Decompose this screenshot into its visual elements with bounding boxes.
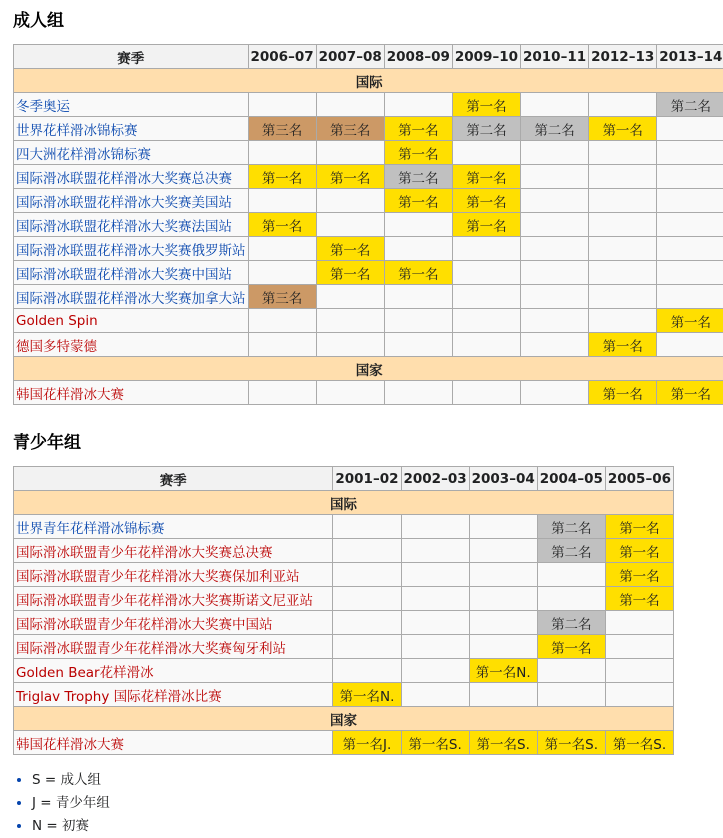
result-empty bbox=[469, 587, 537, 611]
result-gold: 第一名S. bbox=[469, 731, 537, 755]
result-empty bbox=[657, 213, 723, 237]
result-gold: 第一名 bbox=[452, 165, 520, 189]
result-empty bbox=[248, 237, 316, 261]
table-row bbox=[14, 515, 674, 539]
legend-text: S = 成人组 bbox=[32, 772, 101, 788]
result-empty bbox=[384, 285, 452, 309]
result-empty bbox=[589, 141, 657, 165]
result-empty bbox=[657, 285, 723, 309]
result-empty bbox=[452, 261, 520, 285]
result-empty bbox=[401, 611, 469, 635]
table-row bbox=[14, 213, 723, 237]
result-empty bbox=[657, 165, 723, 189]
season-2005–06: 2005–06 bbox=[605, 467, 673, 491]
result-empty bbox=[605, 683, 673, 707]
result-empty bbox=[384, 309, 452, 333]
table-row bbox=[14, 731, 674, 755]
result-empty bbox=[521, 165, 589, 189]
result-gold: 第一名 bbox=[589, 381, 657, 405]
result-gold: 第一名 bbox=[248, 213, 316, 237]
result-gold: 第一名 bbox=[384, 117, 452, 141]
junior-table-head bbox=[14, 467, 674, 491]
result-silver: 第二名 bbox=[537, 539, 605, 563]
result-empty bbox=[589, 213, 657, 237]
result-empty bbox=[657, 141, 723, 165]
result-empty bbox=[401, 587, 469, 611]
result-empty bbox=[589, 261, 657, 285]
table-row bbox=[14, 237, 723, 261]
season-2009–10: 2009–10 bbox=[452, 45, 520, 69]
result-empty bbox=[657, 333, 723, 357]
result-empty bbox=[316, 333, 384, 357]
result-empty bbox=[316, 285, 384, 309]
result-empty bbox=[469, 635, 537, 659]
result-empty bbox=[521, 213, 589, 237]
result-gold: 第一名 bbox=[316, 237, 384, 261]
event-link[interactable]: Triglav Trophy 国际花样滑冰比赛 bbox=[14, 683, 333, 707]
result-empty bbox=[333, 587, 401, 611]
table-row bbox=[14, 635, 674, 659]
event-link[interactable]: 国际滑冰联盟青少年花样滑冰大奖赛匈牙利站 bbox=[14, 635, 333, 659]
result-empty bbox=[316, 141, 384, 165]
result-empty bbox=[333, 659, 401, 683]
result-gold: 第一名N. bbox=[333, 683, 401, 707]
result-empty bbox=[537, 659, 605, 683]
season-2003–04: 2003–04 bbox=[469, 467, 537, 491]
result-empty bbox=[521, 141, 589, 165]
result-gold: 第一名 bbox=[316, 261, 384, 285]
section-international-label: 国际 bbox=[14, 69, 723, 93]
event-link[interactable]: 国际滑冰联盟花样滑冰大奖赛美国站 bbox=[14, 189, 249, 213]
result-gold: 第一名S. bbox=[605, 731, 673, 755]
result-empty bbox=[537, 563, 605, 587]
result-gold: 第一名 bbox=[384, 261, 452, 285]
result-gold: 第一名 bbox=[316, 165, 384, 189]
table-row bbox=[14, 611, 674, 635]
event-link[interactable]: 韩国花样滑冰大赛 bbox=[14, 381, 249, 405]
result-empty bbox=[316, 189, 384, 213]
event-link[interactable]: 冬季奥运 bbox=[14, 93, 249, 117]
result-gold: 第一名 bbox=[605, 587, 673, 611]
result-gold: 第一名J. bbox=[333, 731, 401, 755]
result-empty bbox=[316, 93, 384, 117]
table-row bbox=[14, 141, 723, 165]
result-silver: 第二名 bbox=[537, 611, 605, 635]
result-empty bbox=[452, 381, 520, 405]
result-empty bbox=[401, 563, 469, 587]
result-empty bbox=[589, 189, 657, 213]
table-row bbox=[14, 381, 723, 405]
table-row bbox=[14, 117, 723, 141]
result-empty bbox=[589, 309, 657, 333]
legend-list bbox=[16, 769, 110, 838]
result-empty bbox=[316, 381, 384, 405]
result-empty bbox=[589, 93, 657, 117]
result-gold: 第一名 bbox=[384, 189, 452, 213]
result-empty bbox=[521, 309, 589, 333]
season-2008–09: 2008–09 bbox=[384, 45, 452, 69]
result-empty bbox=[521, 189, 589, 213]
event-link[interactable]: Golden Bear花样滑冰 bbox=[14, 659, 333, 683]
result-empty bbox=[401, 683, 469, 707]
event-link[interactable]: 国际滑冰联盟花样滑冰大奖赛俄罗斯站 bbox=[14, 237, 249, 261]
result-bronze: 第三名 bbox=[248, 285, 316, 309]
table-row bbox=[14, 189, 723, 213]
result-empty bbox=[452, 285, 520, 309]
result-empty bbox=[248, 141, 316, 165]
section-national-label: 国家 bbox=[14, 707, 674, 731]
season-header: 赛季 bbox=[14, 467, 333, 491]
table-row bbox=[14, 659, 674, 683]
result-empty bbox=[589, 285, 657, 309]
result-empty bbox=[657, 237, 723, 261]
result-gold: 第一名 bbox=[605, 539, 673, 563]
legend-item bbox=[32, 792, 110, 815]
result-gold: 第一名 bbox=[657, 381, 723, 405]
result-gold: 第一名 bbox=[537, 635, 605, 659]
result-empty bbox=[316, 213, 384, 237]
legend-item bbox=[32, 769, 110, 792]
result-gold: 第一名 bbox=[248, 165, 316, 189]
season-2001–02: 2001–02 bbox=[333, 467, 401, 491]
legend-text: N = 初赛 bbox=[32, 818, 89, 834]
result-empty bbox=[521, 285, 589, 309]
result-empty bbox=[657, 117, 723, 141]
result-silver: 第二名 bbox=[537, 515, 605, 539]
result-empty bbox=[452, 309, 520, 333]
junior-heading: 青少年组 bbox=[13, 428, 81, 453]
result-gold: 第一名S. bbox=[537, 731, 605, 755]
section-national bbox=[14, 707, 674, 731]
table-row bbox=[14, 683, 674, 707]
event-link[interactable]: 国际滑冰联盟青少年花样滑冰大奖赛总决赛 bbox=[14, 539, 333, 563]
result-gold: 第一名 bbox=[605, 563, 673, 587]
table-row bbox=[14, 165, 723, 189]
event-link[interactable]: 国际滑冰联盟花样滑冰大奖赛法国站 bbox=[14, 213, 249, 237]
table-row bbox=[14, 261, 723, 285]
legend-item bbox=[32, 815, 110, 838]
result-empty bbox=[469, 539, 537, 563]
result-bronze: 第三名 bbox=[248, 117, 316, 141]
table-row bbox=[14, 309, 723, 333]
result-empty bbox=[469, 563, 537, 587]
result-empty bbox=[469, 515, 537, 539]
result-empty bbox=[521, 237, 589, 261]
event-link[interactable]: 国际滑冰联盟花样滑冰大奖赛总决赛 bbox=[14, 165, 249, 189]
result-gold: 第一名 bbox=[452, 189, 520, 213]
result-empty bbox=[384, 93, 452, 117]
junior-table-body bbox=[14, 491, 674, 755]
event-link[interactable]: 世界花样滑冰锦标赛 bbox=[14, 117, 249, 141]
result-silver: 第二名 bbox=[657, 93, 723, 117]
result-empty bbox=[537, 587, 605, 611]
result-empty bbox=[521, 381, 589, 405]
section-international bbox=[14, 69, 723, 93]
table-row bbox=[14, 93, 723, 117]
result-empty bbox=[657, 189, 723, 213]
event-link[interactable]: 国际滑冰联盟花样滑冰大奖赛加拿大站 bbox=[14, 285, 249, 309]
result-empty bbox=[469, 611, 537, 635]
result-empty bbox=[333, 611, 401, 635]
result-empty bbox=[537, 683, 605, 707]
result-empty bbox=[333, 539, 401, 563]
season-2002–03: 2002–03 bbox=[401, 467, 469, 491]
season-2006–07: 2006–07 bbox=[248, 45, 316, 69]
result-empty bbox=[657, 261, 723, 285]
result-empty bbox=[248, 381, 316, 405]
result-empty bbox=[384, 237, 452, 261]
season-2010–11: 2010–11 bbox=[521, 45, 589, 69]
result-empty bbox=[248, 93, 316, 117]
result-silver: 第二名 bbox=[521, 117, 589, 141]
season-2012–13: 2012–13 bbox=[589, 45, 657, 69]
table-row bbox=[14, 333, 723, 357]
section-national-label: 国家 bbox=[14, 357, 723, 381]
result-empty bbox=[605, 611, 673, 635]
junior-results-table bbox=[13, 466, 674, 755]
result-gold: 第一名 bbox=[657, 309, 723, 333]
event-link[interactable]: Golden Spin bbox=[14, 309, 249, 333]
season-2013–14: 2013–14 bbox=[657, 45, 723, 69]
result-empty bbox=[248, 309, 316, 333]
result-empty bbox=[521, 333, 589, 357]
table-row bbox=[14, 563, 674, 587]
senior-results-table bbox=[13, 44, 723, 405]
season-header: 赛季 bbox=[14, 45, 249, 69]
table-row bbox=[14, 285, 723, 309]
result-empty bbox=[452, 141, 520, 165]
season-2004–05: 2004–05 bbox=[537, 467, 605, 491]
result-empty bbox=[605, 659, 673, 683]
section-national bbox=[14, 357, 723, 381]
section-international bbox=[14, 491, 674, 515]
event-link[interactable]: 国际滑冰联盟青少年花样滑冰大奖赛保加利亚站 bbox=[14, 563, 333, 587]
result-gold: 第一名 bbox=[452, 93, 520, 117]
event-link[interactable]: 国际滑冰联盟青少年花样滑冰大奖赛斯诺文尼亚站 bbox=[14, 587, 333, 611]
event-link[interactable]: 国际滑冰联盟青少年花样滑冰大奖赛中国站 bbox=[14, 611, 333, 635]
result-empty bbox=[248, 189, 316, 213]
result-gold: 第一名 bbox=[605, 515, 673, 539]
senior-heading: 成人组 bbox=[13, 6, 64, 31]
result-gold: 第一名N. bbox=[469, 659, 537, 683]
result-gold: 第一名 bbox=[589, 333, 657, 357]
event-link[interactable]: 德国多特蒙德 bbox=[14, 333, 249, 357]
senior-header-row bbox=[14, 45, 723, 69]
result-empty bbox=[589, 165, 657, 189]
result-empty bbox=[521, 93, 589, 117]
result-silver: 第二名 bbox=[384, 165, 452, 189]
result-empty bbox=[401, 539, 469, 563]
result-empty bbox=[401, 515, 469, 539]
result-empty bbox=[605, 635, 673, 659]
event-link[interactable]: 韩国花样滑冰大赛 bbox=[14, 731, 333, 755]
senior-table-head bbox=[14, 45, 723, 69]
result-empty bbox=[384, 213, 452, 237]
result-gold: 第一名 bbox=[384, 141, 452, 165]
result-empty bbox=[333, 563, 401, 587]
section-international-label: 国际 bbox=[14, 491, 674, 515]
result-empty bbox=[384, 381, 452, 405]
result-empty bbox=[469, 683, 537, 707]
result-empty bbox=[384, 333, 452, 357]
senior-table-body bbox=[14, 69, 723, 405]
result-empty bbox=[521, 261, 589, 285]
result-empty bbox=[401, 635, 469, 659]
result-silver: 第二名 bbox=[452, 117, 520, 141]
table-row bbox=[14, 587, 674, 611]
result-gold: 第一名 bbox=[452, 213, 520, 237]
event-link[interactable]: 四大洲花样滑冰锦标赛 bbox=[14, 141, 249, 165]
event-link[interactable]: 世界青年花样滑冰锦标赛 bbox=[14, 515, 333, 539]
result-empty bbox=[401, 659, 469, 683]
result-empty bbox=[333, 515, 401, 539]
event-link[interactable]: 国际滑冰联盟花样滑冰大奖赛中国站 bbox=[14, 261, 249, 285]
table-row bbox=[14, 539, 674, 563]
season-2007–08: 2007–08 bbox=[316, 45, 384, 69]
result-empty bbox=[333, 635, 401, 659]
result-empty bbox=[248, 261, 316, 285]
result-empty bbox=[316, 309, 384, 333]
result-empty bbox=[452, 333, 520, 357]
result-empty bbox=[452, 237, 520, 261]
result-empty bbox=[248, 333, 316, 357]
result-empty bbox=[589, 237, 657, 261]
result-gold: 第一名 bbox=[589, 117, 657, 141]
result-gold: 第一名S. bbox=[401, 731, 469, 755]
junior-header-row bbox=[14, 467, 674, 491]
legend-text: J = 青少年组 bbox=[32, 795, 110, 811]
result-bronze: 第三名 bbox=[316, 117, 384, 141]
